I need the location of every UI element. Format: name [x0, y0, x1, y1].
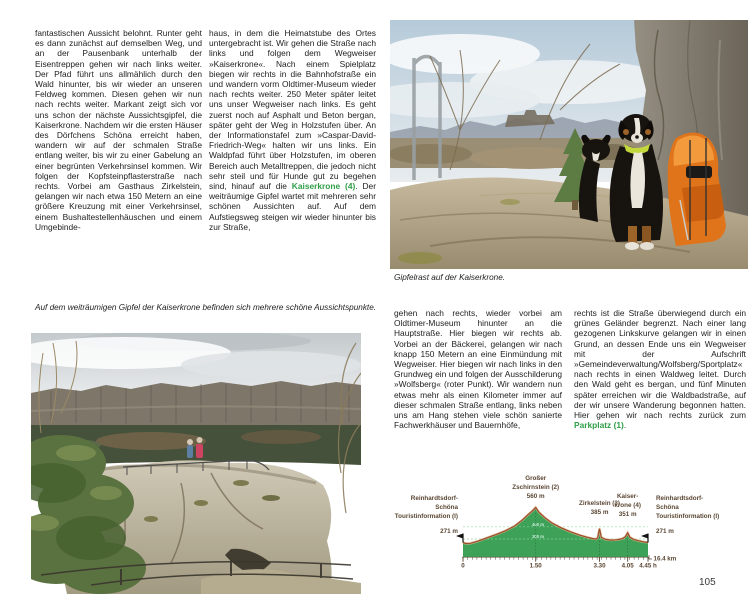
photo-summit-viewpoint — [31, 333, 361, 594]
page-number: 105 — [699, 577, 716, 588]
waypoint-elevation-label: 385 m — [590, 509, 609, 516]
gridline-label: 300 m — [532, 533, 544, 539]
waypoint-label: Touristinformation (I) — [656, 513, 720, 520]
article-column-3: gehen nach rechts, wieder vorbei am Oldtimer-Museum hinunter an die Hauptstraße. Hier biegen wir rechts ab. Vorbei an der Bäckerei, gelangen wir nach knapp 150 Metern an eine Einmündung mit Wegweiser. Hier biegen wir nach links in den Grundweg ein und folgen der Ausschilderung »Wolfsberg« (roter Punkt). Wir wandern nun etwas mehr als einen Kilometer immer auf dieser schmalen Straße entlang, links neben uns am Hang stehen viele schön sanierte Fachwerkhäuser und Bauernhöfe, — [394, 308, 562, 431]
waypoint-elevation-label: 351 m — [618, 511, 637, 518]
waypoint-label: krone (4) — [614, 502, 641, 509]
elevation-profile-svg — [392, 472, 748, 586]
article-column-1: fantastischen Aussicht belohnt. Runter geht es dann zunächst auf demselben Weg, und an der Pausenbank unterhalb der Eisentreppen gehen wir nach links weiter. Der Pfad führt uns allmählich durch den Wald hinunter, bis wir wieder an unseren Feldweg kommen. Diesen gehen wir nun nach rechts weiter. Markant zeigt sich vor uns schon der nächste Aussichtsgipfel, die Kaiserkrone. Nachdem wir die ersten Häuser des Dörfchens Schöna erreicht haben, wandern wir auf der schmalen Straße entlang weiter, bis wir zu einer Gabelung an einer begrünten Verkehrsinsel kommen. Wir folgen der Kopfsteinpflasterstraße nach rechts. Vorbei am Gasthaus Zirkelstein, gelangen wir nach etwa 150 Metern an eine größere Kreuzung mit einer Verkehrsinsel, einem Bushaltestellenhäuschen und einem Umgebinde- — [35, 28, 202, 232]
x-tick-label: 3.30 — [593, 562, 606, 570]
photo-dogs-illustration — [390, 20, 748, 269]
route-flag-icon — [641, 533, 648, 538]
waypoint-elevation-label: 271 m — [656, 528, 674, 535]
article-column-2 — [209, 28, 376, 308]
x-tick-label: 4.05 — [621, 562, 634, 570]
waypoint-label: Großer — [525, 475, 547, 482]
article-column-4 — [574, 308, 746, 468]
waypoint-label: Schöna — [435, 504, 458, 511]
crossref-kaiserkrone: Kaiserkrone (4) — [291, 181, 356, 192]
elevation-profile-chart — [392, 472, 748, 586]
article-col4-text-before: rechts ist die Straße überwiegend durch ein grünes Geländer begrenzt. Nach einer lang gezogenen Linkskurve gelangen wir in einen Grund, an dessen Ende uns ein Wegweiser mit der Aufschrift »Gemeindeverwaltung/Wolfsberg/Sportplatz« nach rechts in einen Waldweg leitet. Durch den Wald geht es bergan, und fünf Minuten später erreichen wir die Waldbadstraße, auf der wir unsere Wanderung begonnen hatten. Hier gehen wir nach rechts zurück zum — [574, 308, 746, 421]
article-col2-text-before: haus, in dem die Heimatstube des Ortes untergebracht ist. Wir gehen die Straße nach links und folgen dem Wegweiser »Kaiserkrone«. Nach einem Spielplatz biegen wir rechts in die Bahnhofstraße ein und wandern vorm Oldtimer-Museum wieder nach rechts weiter. 250 Meter später leitet uns unser Wegweiser nach links. Es geht zuerst noch auf Asphalt und Beton bergan, später geht der Weg in Holzstufen über. An der Informationstafel zum »Caspar-David-Friedrich-Weg« halten wir uns links. Ein Waldpfad führt über Holzstufen, im oberen Bereich auch Metalltreppen, die jedoch nicht sehr steil und für Hunde gut zu begehen sind, hinauf auf die — [209, 28, 376, 192]
article-col4-text-after: . — [623, 420, 627, 431]
waypoint-label: Reinhardtsdorf- — [410, 495, 458, 502]
photo-dogs-on-kaiserkrone — [390, 20, 748, 269]
distance-bracket — [649, 555, 652, 559]
x-tick-label: 0 — [461, 562, 465, 570]
waypoint-label: Reinhardtsdorf- — [656, 495, 704, 502]
waypoint-elevation-label: 271 m — [440, 528, 458, 535]
waypoint-label: Zirkelstein (3) — [579, 500, 621, 507]
total-distance-label: 16.4 km — [653, 555, 677, 563]
photo-caption-left: Auf dem weiträumigen Gipfel der Kaiserkrone befinden sich mehrere schöne Aussichtspunkte. — [35, 303, 377, 312]
foreground-rocks — [201, 569, 361, 594]
gridline-label: 400 m — [532, 521, 544, 527]
x-tick-label: 1.50 — [529, 562, 542, 570]
crossref-parkplatz: Parkplatz (1) — [574, 420, 624, 431]
photo-viewpoint-illustration — [31, 333, 361, 594]
x-tick-label: 4.45 h — [639, 562, 657, 570]
photo-caption-right: Gipfelrast auf der Kaiserkrone. — [394, 273, 506, 282]
waypoint-elevation-label: 560 m — [526, 493, 545, 500]
article-col2-text-after: . Der weiträumige Gipfel wartet mit mehreren sehr schönen Aussichten auf. Auf dem Aufstiegsweg steigen wir wieder hinunter bis zur Straße, — [209, 181, 376, 232]
waypoint-label: Touristinformation (I) — [394, 513, 458, 520]
waypoint-label: Zschirnstein (2) — [512, 484, 560, 491]
waypoint-label: Schöna — [656, 504, 679, 511]
waypoint-label: Kaiser- — [616, 493, 639, 500]
